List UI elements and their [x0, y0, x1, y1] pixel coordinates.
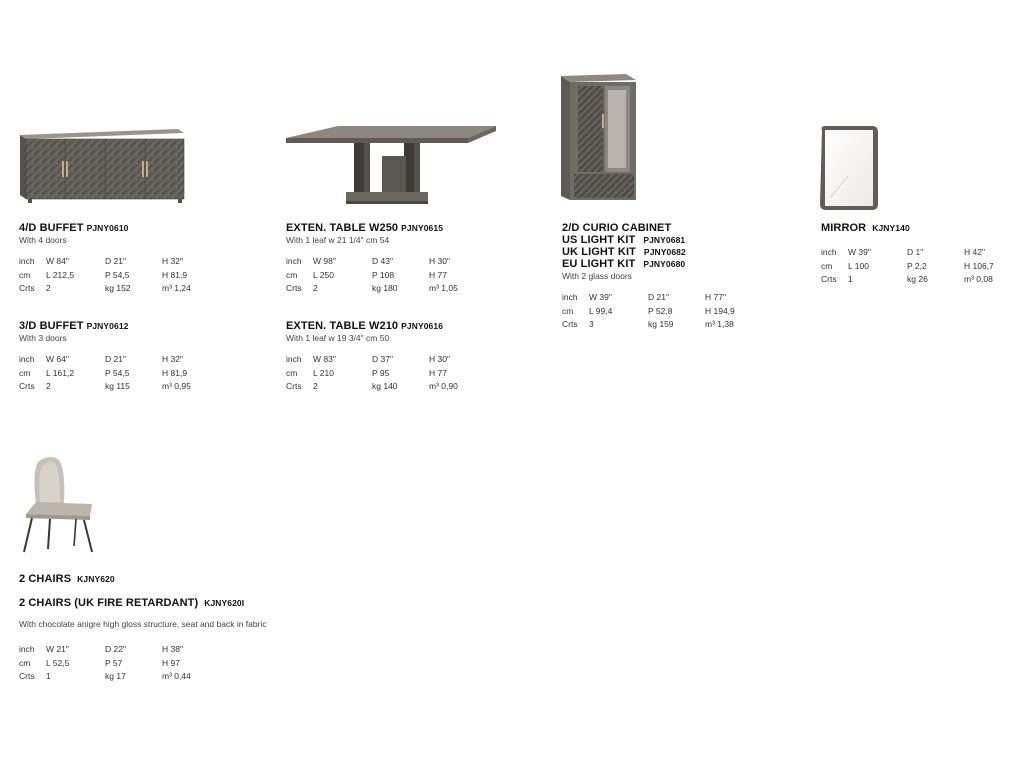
extension-table-image — [286, 122, 498, 206]
spec-unit: inch — [286, 256, 302, 266]
product-title — [286, 222, 486, 234]
spec-unit: Crts — [562, 319, 578, 329]
spec-unit: Crts — [821, 274, 837, 284]
spec-value: D 1" — [907, 247, 924, 257]
spec-value: m³ 1,24 — [162, 283, 191, 293]
spec-row — [19, 380, 219, 394]
product-curio-cabinet — [562, 222, 762, 332]
spec-unit: Crts — [286, 381, 302, 391]
spec-value: m³ 0,90 — [429, 381, 458, 391]
spec-value: kg 140 — [372, 381, 398, 391]
spec-row — [562, 318, 762, 332]
spec-unit: Crts — [19, 283, 35, 293]
spec-unit: Crts — [286, 283, 302, 293]
product-description: With chocolate anigre high gloss structure, seat and back in fabric — [19, 619, 267, 629]
spec-table — [562, 291, 762, 332]
product-title — [19, 222, 219, 234]
product-description: With 1 leaf w 21 1/4" cm 54 — [286, 235, 390, 245]
spec-unit: cm — [19, 269, 31, 280]
spec-value: P 52,8 — [648, 305, 673, 316]
spec-value: L 52,5 — [46, 657, 70, 668]
spec-value: m³ 1,05 — [429, 283, 458, 293]
light-kit-label: EU LIGHT KIT — [562, 258, 636, 270]
spec-row — [286, 282, 486, 296]
spec-value: L 161,2 — [46, 367, 75, 378]
spec-value: H 38" — [162, 644, 183, 654]
product-description: With 1 leaf w 19 3/4" cm 50 — [286, 333, 390, 343]
product-code: PJNY0616 — [401, 321, 444, 331]
product-name: 2/D CURIO CABINET — [562, 222, 672, 234]
product-title — [19, 573, 267, 585]
spec-table — [19, 255, 219, 296]
spec-value: W 39" — [848, 247, 871, 257]
product-name: 3/D BUFFET — [19, 320, 84, 332]
spec-value: W 64" — [46, 354, 69, 364]
spec-value: D 21" — [105, 354, 126, 364]
spec-row — [19, 269, 219, 283]
light-kit-us — [562, 234, 762, 246]
product-code: PJNY0612 — [86, 321, 129, 331]
spec-table — [821, 246, 1021, 287]
spec-value: W 98" — [313, 256, 336, 266]
product-name: MIRROR — [821, 222, 867, 234]
product-code: KJNY620 — [77, 574, 115, 584]
spec-value: H 81,9 — [162, 367, 188, 378]
light-kit-label: US LIGHT KIT — [562, 234, 636, 246]
spec-value: H 30" — [429, 354, 450, 364]
product-name: 4/D BUFFET — [19, 222, 84, 234]
spec-value: W 84" — [46, 256, 69, 266]
curio-cabinet-image — [560, 72, 640, 204]
spec-value: 2 — [313, 381, 318, 391]
spec-table — [286, 255, 486, 296]
product-title — [19, 320, 219, 332]
product-chairs — [19, 573, 267, 684]
spec-value: H 77" — [705, 292, 726, 302]
spec-value: 1 — [848, 274, 853, 284]
product-description: With 4 doors — [19, 235, 67, 245]
spec-unit: cm — [286, 269, 298, 280]
spec-table — [19, 643, 219, 684]
spec-value: D 37" — [372, 354, 393, 364]
spec-value: H 106,7 — [964, 260, 994, 271]
spec-value: D 22" — [105, 644, 126, 654]
product-description: With 2 glass doors — [562, 271, 632, 281]
spec-value: H 77 — [429, 269, 447, 280]
spec-row — [19, 367, 219, 381]
spec-unit: cm — [19, 367, 31, 378]
spec-value: P 2,2 — [907, 260, 927, 271]
product-code: PJNY0615 — [401, 223, 444, 233]
spec-row — [286, 367, 486, 381]
spec-unit: inch — [19, 644, 35, 654]
spec-unit: cm — [562, 305, 574, 316]
light-kit-code: PJNY0682 — [643, 247, 686, 257]
spec-value: m³ 0,08 — [964, 274, 993, 284]
buffet-4d-image — [18, 125, 186, 205]
spec-value: D 21" — [648, 292, 669, 302]
spec-row — [821, 246, 1021, 260]
spec-value: 2 — [313, 283, 318, 293]
spec-table — [19, 353, 219, 394]
light-kit-code: PJNY0680 — [643, 259, 686, 269]
spec-row — [562, 291, 762, 305]
spec-row — [19, 670, 219, 684]
spec-row — [19, 282, 219, 296]
product-table-210 — [286, 320, 486, 394]
spec-unit: inch — [19, 256, 35, 266]
spec-value: 2 — [46, 381, 51, 391]
spec-value: H 42" — [964, 247, 985, 257]
product-code: KJNY620I — [204, 598, 245, 608]
chair-image — [20, 454, 96, 554]
spec-value: L 210 — [313, 367, 334, 378]
product-description: With 3 doors — [19, 333, 67, 343]
spec-unit: inch — [19, 354, 35, 364]
spec-value: L 212,5 — [46, 269, 75, 280]
product-name: 2 CHAIRS (UK FIRE RETARDANT) — [19, 597, 199, 609]
product-name: 2 CHAIRS — [19, 573, 72, 585]
spec-unit: inch — [821, 247, 837, 257]
spec-value: L 100 — [848, 260, 869, 271]
spec-value: H 32" — [162, 256, 183, 266]
product-code: KJNY140 — [872, 223, 910, 233]
spec-value: P 95 — [372, 367, 390, 378]
spec-value: kg 26 — [907, 274, 928, 284]
spec-row — [821, 260, 1021, 274]
mirror-image — [818, 124, 880, 212]
spec-unit: Crts — [19, 381, 35, 391]
spec-table — [286, 353, 486, 394]
spec-value: 2 — [46, 283, 51, 293]
spec-value: m³ 0,95 — [162, 381, 191, 391]
spec-value: H 97 — [162, 657, 180, 668]
spec-unit: inch — [562, 292, 578, 302]
spec-value: L 99,4 — [589, 305, 613, 316]
spec-value: H 30" — [429, 256, 450, 266]
product-code: PJNY0610 — [86, 223, 129, 233]
spec-row — [19, 353, 219, 367]
spec-row — [19, 255, 219, 269]
product-buffet-3d — [19, 320, 219, 394]
spec-unit: cm — [19, 657, 31, 668]
spec-value: W 21" — [46, 644, 69, 654]
product-title-uk — [19, 597, 267, 609]
spec-row — [19, 643, 219, 657]
spec-unit: cm — [821, 260, 833, 271]
spec-row — [562, 305, 762, 319]
spec-value: P 54,5 — [105, 367, 130, 378]
product-title — [821, 222, 1021, 234]
spec-row — [19, 657, 219, 671]
spec-row — [286, 353, 486, 367]
spec-value: L 250 — [313, 269, 334, 280]
spec-unit: cm — [286, 367, 298, 378]
product-title — [286, 320, 486, 332]
light-kit-label: UK LIGHT KIT — [562, 246, 636, 258]
spec-value: W 39" — [589, 292, 612, 302]
spec-value: H 81,9 — [162, 269, 188, 280]
spec-value: 1 — [46, 671, 51, 681]
spec-value: m³ 1,38 — [705, 319, 734, 329]
spec-value: kg 159 — [648, 319, 674, 329]
spec-value: H 77 — [429, 367, 447, 378]
spec-row — [286, 269, 486, 283]
product-name: EXTEN. TABLE W210 — [286, 320, 399, 332]
light-kit-code: PJNY0681 — [643, 235, 686, 245]
spec-unit: inch — [286, 354, 302, 364]
spec-value: W 83" — [313, 354, 336, 364]
spec-row — [286, 255, 486, 269]
spec-row — [821, 273, 1021, 287]
spec-value: P 54,5 — [105, 269, 130, 280]
product-table-250 — [286, 222, 486, 296]
spec-value: 3 — [589, 319, 594, 329]
spec-value: kg 17 — [105, 671, 126, 681]
spec-value: D 21" — [105, 256, 126, 266]
spec-value: kg 180 — [372, 283, 398, 293]
spec-value: H 32" — [162, 354, 183, 364]
spec-value: kg 115 — [105, 381, 130, 391]
spec-value: P 108 — [372, 269, 395, 280]
product-mirror — [821, 222, 1021, 287]
spec-row — [286, 380, 486, 394]
product-name: EXTEN. TABLE W250 — [286, 222, 399, 234]
spec-value: kg 152 — [105, 283, 131, 293]
light-kit-uk — [562, 246, 762, 258]
product-buffet-4d — [19, 222, 219, 296]
spec-value: m³ 0,44 — [162, 671, 191, 681]
light-kit-eu — [562, 258, 762, 270]
spec-value: P 57 — [105, 657, 123, 668]
spec-unit: Crts — [19, 671, 35, 681]
spec-value: D 43" — [372, 256, 393, 266]
spec-value: H 194,9 — [705, 305, 735, 316]
